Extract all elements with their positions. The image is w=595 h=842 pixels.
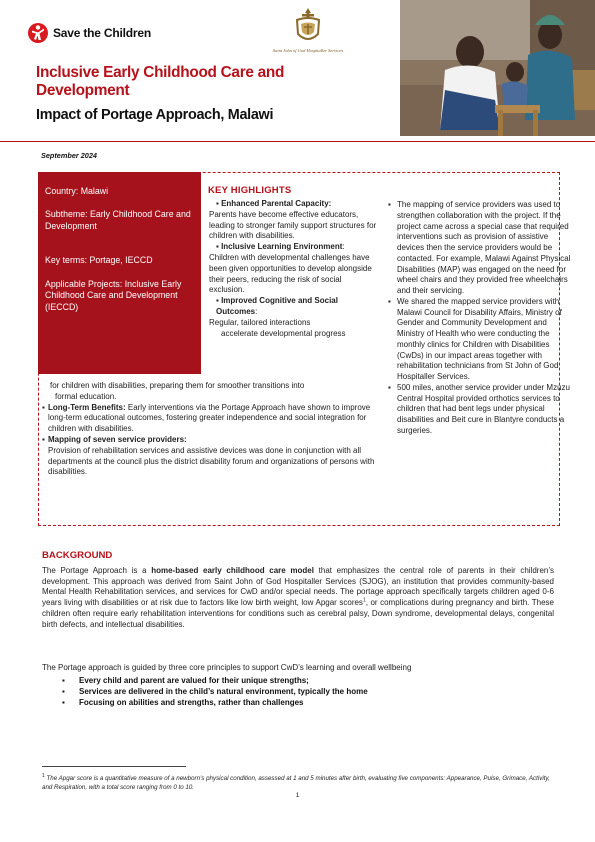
save-the-children-logo[interactable] bbox=[28, 22, 151, 44]
bullet-square-icon: ▪ bbox=[216, 242, 222, 252]
bullet-square-icon: ▪ bbox=[42, 434, 45, 444]
page-subtitle: Impact of Portage Approach, Malawi bbox=[30, 100, 286, 130]
bullet-square-icon: ▪ bbox=[388, 382, 391, 392]
highlights-continued bbox=[42, 381, 382, 478]
highlights-column bbox=[209, 199, 379, 339]
highlight-item: ▪ Enhanced Parental Capacity: bbox=[216, 199, 332, 208]
footnote-ref[interactable]: 1 bbox=[362, 597, 366, 604]
highlight-item: ▪ 500 miles, another service provider under Mzuzu Central Hospital provided orthotics services to children that had bent legs under physical disabilities and Beit cure in Blantyre conducts a surgeries. bbox=[388, 382, 570, 435]
bullet-square-icon: ▪ bbox=[62, 676, 65, 685]
info-box bbox=[38, 172, 201, 374]
header-divider bbox=[0, 141, 595, 142]
principle-item: ▪ Focusing on abilities and strengths, rather than challenges bbox=[62, 698, 304, 707]
highlight-item: ▪ Mapping of seven service providers: bbox=[42, 434, 187, 444]
bullet-square-icon: ▪ bbox=[388, 296, 391, 306]
highlight-item: ▪ We shared the mapped service providers with Malawi Council for Disability Affairs, Ministry of Gender and Community Development and Ministry of Health who were conducting the monthly clinics for Children with Disabilities (CwDs) in our impact areas together with rehabilitation technicians from St John of God Hospitaller Services. bbox=[388, 296, 562, 381]
info-key-terms: Key terms: Portage, IECCD bbox=[45, 255, 153, 266]
principle-item: ▪ Every child and parent are valued for their unique strengths; bbox=[62, 676, 309, 685]
bullet-square-icon: ▪ bbox=[216, 296, 222, 306]
highlight-text: Provision of rehabilitation services and assistive devices was done in conjunction with all departments at the council plus the district disability forum and organizations of persons with disabilities. bbox=[48, 445, 375, 477]
crest-icon bbox=[291, 6, 325, 46]
highlight-item: ▪ The mapping of service providers was used to strengthen collaboration with the project. If the project came across a special case that required interventions such as provision of assistive devices then the service providers would be contacted. For example, Malawi Against Physical Disabilities (MAP) was engaged on the need for wheel chairs and they provided free wheelchairs and their servicing. bbox=[388, 200, 571, 295]
info-country: Country: Malawi bbox=[45, 186, 109, 196]
info-projects: Applicable Projects: Inclusive Early Childhood Care and Development (IECCD) bbox=[45, 278, 182, 312]
page-title: Inclusive Early Childhood Care and Development bbox=[30, 64, 362, 100]
header bbox=[0, 0, 595, 136]
background-paragraph: The Portage Approach is a home-based early childhood care model that emphasizes the central role of parents in their children’s development. This approach was derived from Saint John of God Hospitaller Services (SJOG), an institution that provides community-based Mental Health Rehabilitation services, and services for CwD and/or special needs. The portage approach specifically targets children aged 0-6 years living with disabilities or at risk due to factors like low birth weight, low Apgar scores$^1$, or complications during pregnancy and birth. These children often require early rehabilitation interventions for conditions such as cerebral palsy, Down syndrome, developmental delays, congenital birth defects, and intellectual disabilities. bbox=[42, 566, 555, 629]
footnote-divider bbox=[42, 766, 186, 767]
highlight-text: Children with developmental challenges have been given opportunities to develop alongside their peers, reducing the risk of social exclusion. bbox=[209, 252, 372, 295]
bullet-square-icon: ▪ bbox=[42, 402, 45, 412]
highlight-text: accelerate developmental progress bbox=[221, 328, 346, 338]
info-subtheme: Subtheme: Early Childhood Care and Development bbox=[45, 209, 191, 231]
bullet-square-icon: ▪ bbox=[62, 687, 65, 696]
highlight-text: for children with disabilities, preparing them for smoother transitions into bbox=[50, 381, 305, 390]
page-number: 1 bbox=[295, 792, 300, 799]
publication-date: September 2024 bbox=[41, 151, 97, 160]
background-title: BACKGROUND bbox=[42, 550, 113, 561]
org-name: Save the Children bbox=[53, 26, 151, 40]
principles-intro: The Portage approach is guided by three core principles to support CwD’s learning and overall wellbeing bbox=[42, 663, 412, 672]
bullet-square-icon: ▪ bbox=[216, 199, 222, 208]
footnote: $^1$ The Apgar score is a quantitative measure of a newborn’s physical condition, assessed at 1 and 5 minutes after birth, evaluating five components: Appearance, Pulse, Grimace, Activity, and Respiration, with a total score ranging from 0 to 10. bbox=[42, 773, 550, 792]
principles-list bbox=[62, 675, 542, 708]
highlight-item: ▪ Improved Cognitive and Social Outcomes: bbox=[216, 296, 338, 316]
key-highlights-title: KEY HIGHLIGHTS bbox=[208, 185, 292, 196]
partner-caption: Saint John of God Hospitaller Services bbox=[272, 48, 344, 53]
highlight-item: ▪ Inclusive Learning Environment: bbox=[216, 242, 345, 252]
sjog-logo[interactable] bbox=[268, 6, 348, 53]
header-photo bbox=[400, 0, 595, 136]
highlights-right-column bbox=[388, 200, 574, 437]
highlight-text: Regular, tailored interactions bbox=[209, 317, 311, 327]
child-figure-icon bbox=[28, 22, 48, 44]
highlight-item: ▪ Long-Term Benefits: Early interventions via the Portage Approach have shown to improve long-term educational outcomes, fostering greater independence and social integration for children with disabilities. bbox=[42, 402, 371, 434]
bullet-square-icon: ▪ bbox=[62, 698, 65, 707]
highlight-text: Parents have become effective educators, leading to stronger family support structures for children with disabilities. bbox=[209, 209, 377, 241]
highlight-text: formal education. bbox=[55, 391, 117, 401]
bullet-square-icon: ▪ bbox=[388, 200, 391, 209]
principle-item: ▪ Services are delivered in the child’s natural environment, typically the home bbox=[62, 687, 368, 696]
